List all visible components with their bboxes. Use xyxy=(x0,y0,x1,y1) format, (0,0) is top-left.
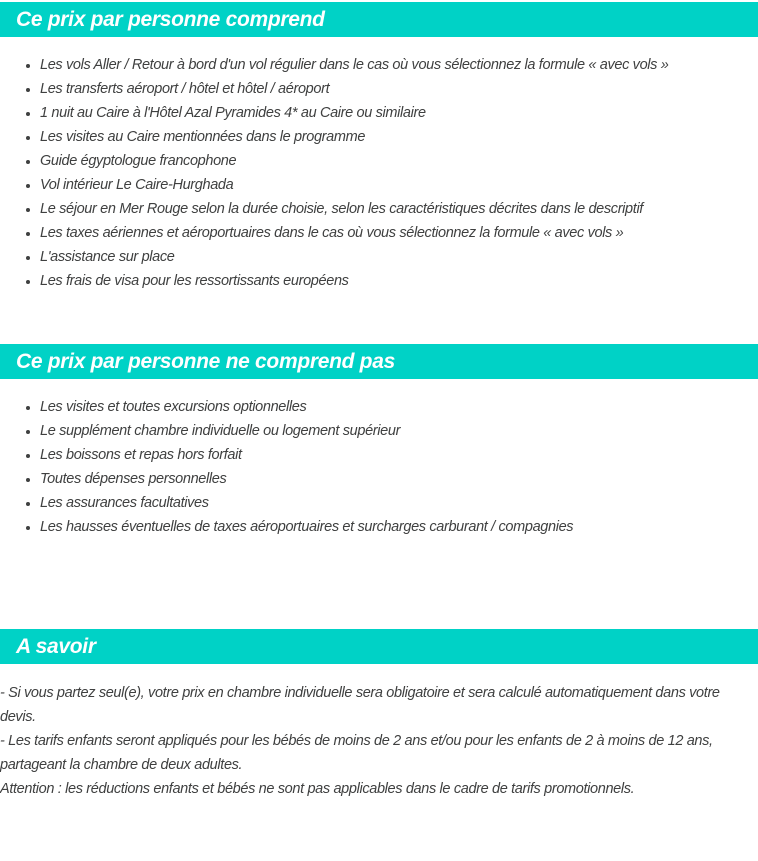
list-item: • Les boissons et repas hors forfait xyxy=(40,443,746,467)
note-paragraph: Attention : les réductions enfants et bébés ne sont pas applicables dans le cadre de tarifs promotionnels. xyxy=(0,781,635,797)
list-item: • Les frais de visa pour les ressortissants européens xyxy=(40,269,746,293)
list-item: • Guide égyptologue francophone xyxy=(40,149,746,173)
price-info-page xyxy=(0,2,758,801)
section-title-notes: A savoir xyxy=(16,634,96,658)
section-header-not-included xyxy=(0,344,758,379)
section-header-included xyxy=(0,2,758,37)
list-item: • Les hausses éventuelles de taxes aéroportuaires et surcharges carburant / compagnies xyxy=(40,515,746,539)
list-item: • 1 nuit au Caire à l'Hôtel Azal Pyramides 4* au Caire ou similaire xyxy=(40,101,746,125)
list-item: • Toutes dépenses personnelles xyxy=(40,467,746,491)
note-paragraph: - Si vous partez seul(e), votre prix en chambre individuelle sera obligatoire et sera calculé automatiquement dans votre devis. xyxy=(0,685,720,725)
section-header-notes xyxy=(0,629,758,664)
list-item: • Les taxes aériennes et aéroportuaires dans le cas où vous sélectionnez la formule « avec vols » xyxy=(40,221,746,245)
list-item: • Les visites et toutes excursions optionnelles xyxy=(40,395,746,419)
list-item: • Les vols Aller / Retour à bord d'un vol régulier dans le cas où vous sélectionnez la formule « avec vols » xyxy=(40,53,746,77)
list-item: • Le séjour en Mer Rouge selon la durée choisie, selon les caractéristiques décrites dans le descriptif xyxy=(40,197,746,221)
not-included-list xyxy=(0,395,758,539)
note-paragraph: - Les tarifs enfants seront appliqués pour les bébés de moins de 2 ans et/ou pour les enfants de 2 à moins de 12 ans, partageant la chambre de deux adultes. xyxy=(0,733,713,773)
list-item: • L'assistance sur place xyxy=(40,245,746,269)
list-item: • Les visites au Caire mentionnées dans le programme xyxy=(40,125,746,149)
list-item: • Vol intérieur Le Caire-Hurghada xyxy=(40,173,746,197)
list-item: • Les assurances facultatives xyxy=(40,491,746,515)
section-title-included: Ce prix par personne comprend xyxy=(16,7,325,31)
list-item: • Le supplément chambre individuelle ou logement supérieur xyxy=(40,419,746,443)
list-item: • Les transferts aéroport / hôtel et hôtel / aéroport xyxy=(40,77,746,101)
notes-text xyxy=(0,681,758,801)
included-list xyxy=(0,53,758,293)
section-title-not-included: Ce prix par personne ne comprend pas xyxy=(16,349,395,373)
